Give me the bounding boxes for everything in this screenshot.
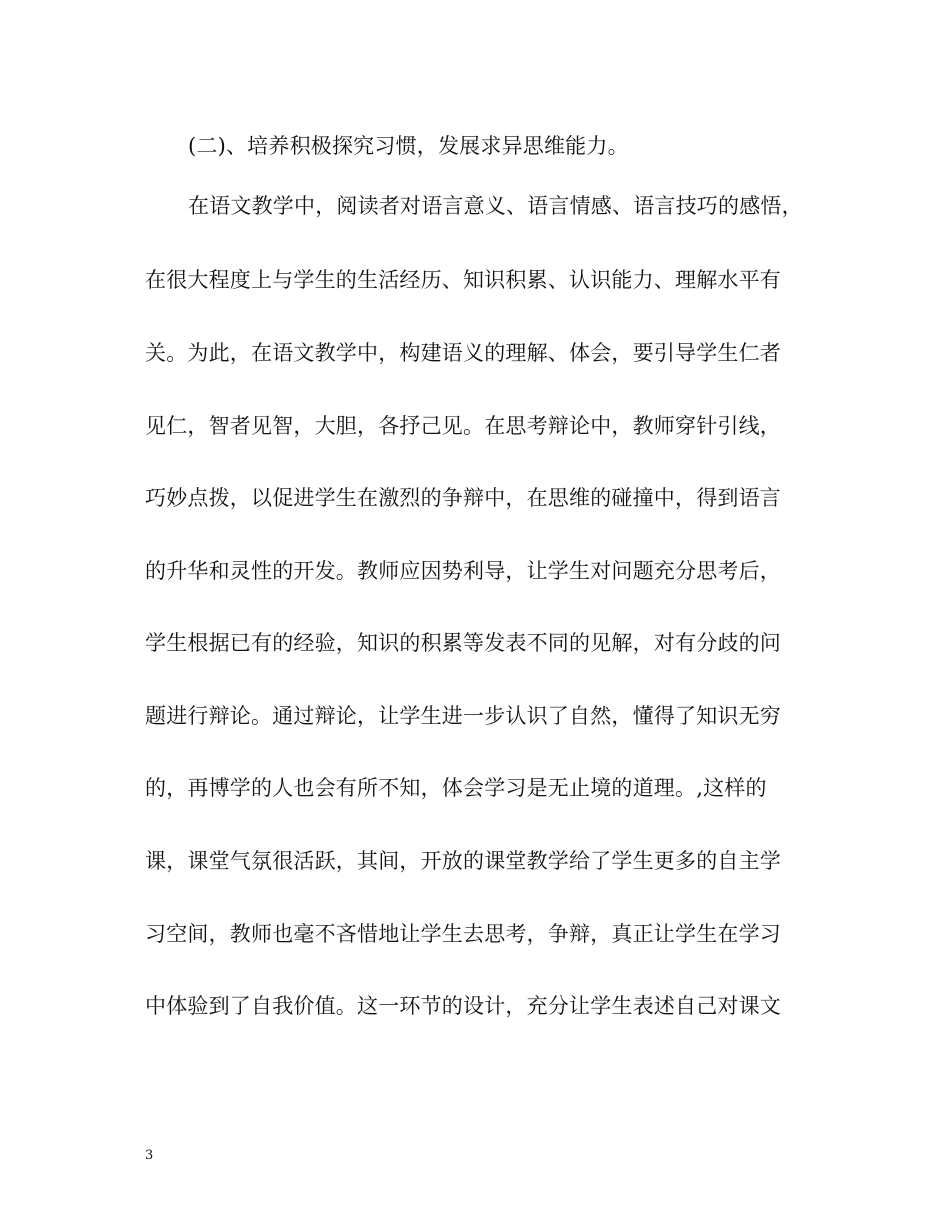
section-heading: (二)、培养积极探究习惯，发展求异思维能力。 [188, 134, 629, 158]
paragraph-line-5: 巧妙点拨，以促进学生在激烈的争辩中，在思维的碰撞中，得到语言 [145, 486, 781, 510]
paragraph-line-1: 在语文教学中，阅读者对语言意义、语言情感、语言技巧的感悟， [188, 194, 803, 218]
paragraph-line-8: 题进行辩论。通过辩论，让学生进一步认识了自然，懂得了知识无穷 [145, 704, 781, 728]
paragraph-line-6: 的升华和灵性的开发。教师应因势利导，让学生对问题充分思考后， [145, 559, 781, 583]
paragraph-line-12: 中体验到了自我价值。这一环节的设计，充分让学生表述自己对课文 [145, 994, 781, 1018]
paragraph-line-11: 习空间，教师也毫不吝惜地让学生去思考，争辩，真正让学生在学习 [145, 922, 781, 946]
paragraph-line-9: 的，再博学的人也会有所不知，体会学习是无止境的道理。,这样的 [145, 776, 767, 800]
paragraph-line-2: 在很大程度上与学生的生活经历、知识积累、认识能力、理解水平有 [145, 268, 781, 292]
paragraph-line-7: 学生根据已有的经验，知识的积累等发表不同的见解，对有分歧的问 [145, 631, 781, 655]
paragraph-line-4: 见仁，智者见智，大胆，各抒己见。在思考辩论中，教师穿针引线， [145, 414, 781, 438]
paragraph-line-10: 课，课堂气氛很活跃，其间，开放的课堂教学给了学生更多的自主学 [145, 849, 781, 873]
paragraph-line-3: 关。为此，在语文教学中，构建语义的理解、体会，要引导学生仁者 [145, 341, 781, 365]
page-number: 3 [145, 1148, 154, 1163]
